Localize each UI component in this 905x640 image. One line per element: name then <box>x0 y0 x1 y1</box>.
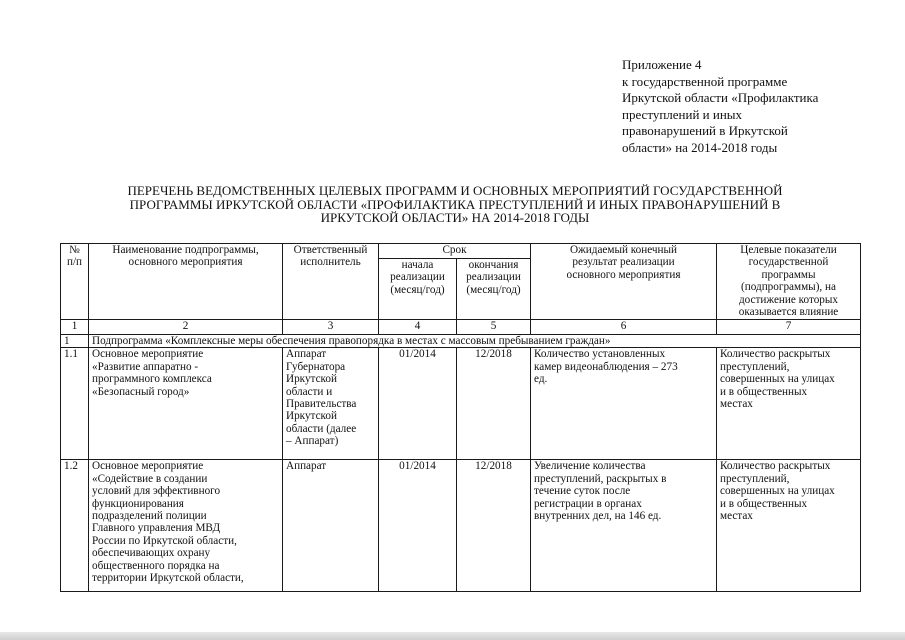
cell-line: камер видеонаблюдения – 273 <box>534 360 678 373</box>
cell-line: России по Иркутской области, <box>92 534 237 547</box>
row-start: 01/2014 <box>379 460 457 592</box>
header-row <box>61 244 861 259</box>
cell-line: территории Иркутской области, <box>92 572 244 585</box>
cell-line: Количество установленных <box>534 348 666 361</box>
row-result <box>531 348 717 460</box>
header-text: программы <box>761 268 816 281</box>
cell-line: Аппарат <box>286 460 327 473</box>
appendix-line: преступлений и иных <box>622 106 743 122</box>
cell-line: Количество раскрытых <box>720 348 831 361</box>
row-executor <box>283 348 379 460</box>
cell-line: и в общественных <box>720 385 808 398</box>
title-line: ПЕРЕЧЕНЬ ВЕДОМСТВЕННЫХ ЦЕЛЕВЫХ ПРОГРАММ И ОСНОВНЫХ МЕРОПРИЯТИЙ ГОСУДАРСТВЕННОЙ <box>127 183 783 198</box>
cell-line: области (далее <box>286 422 357 435</box>
header-num <box>61 244 89 320</box>
row-end: 12/2018 <box>457 348 531 460</box>
cell-line: преступлений, <box>720 360 790 373</box>
row-end: 12/2018 <box>457 460 531 592</box>
header-text: исполнитель <box>300 256 361 269</box>
title-line: ИРКУТСКОЙ ОБЛАСТИ» НА 2014-2018 ГОДЫ <box>320 210 590 225</box>
header-indicators <box>717 244 861 320</box>
cell-line: преступлений, <box>720 472 790 485</box>
row-indicators <box>717 460 861 592</box>
row-name <box>89 348 283 460</box>
row-result <box>531 460 717 592</box>
cell-line: преступлений, раскрытых в <box>534 472 667 485</box>
header-executor <box>283 244 379 320</box>
cell-line: совершенных на улицах <box>720 373 835 386</box>
column-number: 5 <box>457 320 531 335</box>
header-result <box>531 244 717 320</box>
appendix-note <box>622 57 892 157</box>
header-text: основного мероприятия <box>128 256 243 269</box>
cell-line: местах <box>720 510 753 523</box>
header-text: (месяц/год) <box>466 283 521 296</box>
cell-line: условий для эффективного <box>92 485 221 498</box>
header-text: п/п <box>66 256 83 269</box>
column-number: 3 <box>283 320 379 335</box>
cell-line: Увеличение количества <box>534 460 646 473</box>
column-number: 2 <box>89 320 283 335</box>
subprogram-title: Подпрограмма «Комплексные меры обеспечения правопорядка в местах с массовым пребыванием граждан» <box>89 335 861 348</box>
cell-line: – Аппарат) <box>286 435 339 448</box>
header-text: реализации <box>390 271 445 284</box>
appendix-line: правонарушений в Иркутской <box>622 123 788 139</box>
column-number: 7 <box>717 320 861 335</box>
header-text: (подпрограммы), на <box>741 281 836 294</box>
cell-line: Количество раскрытых <box>720 460 831 473</box>
table-row <box>61 460 861 592</box>
cell-line: функционирования <box>92 497 184 510</box>
column-number: 6 <box>531 320 717 335</box>
row-num: 1.2 <box>61 460 89 592</box>
header-text: Ответственный <box>293 244 368 256</box>
appendix-line: Иркутской области «Профилактика <box>622 90 819 106</box>
header-term: Срок <box>379 244 531 259</box>
column-numbers-row <box>61 320 861 335</box>
table-row <box>61 348 861 460</box>
header-text: достижение которых <box>738 293 839 306</box>
title-line: ПРОГРАММЫ ИРКУТСКОЙ ОБЛАСТИ «ПРОФИЛАКТИКА ПРЕСТУПЛЕНИЙ И ИНЫХ ПРАВОНАРУШЕНИЙ В <box>129 196 781 212</box>
header-start <box>379 259 457 320</box>
header-text: Целевые показатели <box>740 244 837 256</box>
cell-line: области и <box>286 385 333 398</box>
row-start: 01/2014 <box>379 348 457 460</box>
cell-line: Основное мероприятие <box>92 460 204 473</box>
page-bottom-edge <box>0 632 905 640</box>
cell-line: внутренних дел, на 146 ед. <box>534 510 662 523</box>
cell-line: подразделений полиции <box>92 510 207 523</box>
cell-line: «Развитие аппаратно - <box>92 360 199 373</box>
cell-line: ед. <box>534 373 548 386</box>
appendix-line: области» на 2014-2018 годы <box>622 139 778 155</box>
row-num: 1.1 <box>61 348 89 460</box>
cell-line: Основное мероприятие <box>92 348 204 361</box>
document-title <box>60 184 850 225</box>
header-text: государственной <box>748 256 829 269</box>
header-end <box>457 259 531 320</box>
cell-line: и в общественных <box>720 497 808 510</box>
cell-line: общественного порядка на <box>92 559 220 572</box>
header-text: начала <box>401 259 434 271</box>
cell-line: Правительства <box>286 398 357 411</box>
header-text: Наименование подпрограммы, <box>112 244 259 256</box>
cell-line: регистрации в органах <box>534 497 642 510</box>
header-text: окончания <box>468 259 519 271</box>
header-name <box>89 244 283 320</box>
header-text: Ожидаемый конечный <box>569 244 678 256</box>
subprogram-row <box>61 335 861 348</box>
cell-line: «Содействие в создании <box>92 472 208 485</box>
row-name <box>89 460 283 592</box>
measures-table <box>60 243 861 592</box>
column-number: 1 <box>61 320 89 335</box>
cell-line: Главного управления МВД <box>92 522 221 535</box>
row-executor <box>283 460 379 592</box>
cell-line: Губернатора <box>286 360 346 373</box>
cell-line: обеспечивающих охрану <box>92 547 211 560</box>
column-number: 4 <box>379 320 457 335</box>
cell-line: «Безопасный город» <box>92 385 190 398</box>
cell-line: программного комплекса <box>92 373 212 386</box>
appendix-line: Приложение 4 <box>622 57 702 72</box>
subprogram-num: 1 <box>61 335 89 348</box>
cell-line: Аппарат <box>286 348 327 361</box>
header-text: реализации <box>466 271 521 284</box>
appendix-line: к государственной программе <box>622 73 788 89</box>
cell-line: Иркутской <box>286 410 337 423</box>
cell-line: совершенных на улицах <box>720 485 835 498</box>
header-text: результат реализации <box>572 256 675 269</box>
cell-line: Иркутской <box>286 373 337 386</box>
header-text: № <box>69 244 80 256</box>
header-text: оказывается влияние <box>738 306 839 319</box>
header-text: основного мероприятия <box>566 268 681 281</box>
header-text: (месяц/год) <box>390 283 445 296</box>
cell-line: течение суток после <box>534 485 631 498</box>
cell-line: местах <box>720 398 753 411</box>
row-indicators <box>717 348 861 460</box>
